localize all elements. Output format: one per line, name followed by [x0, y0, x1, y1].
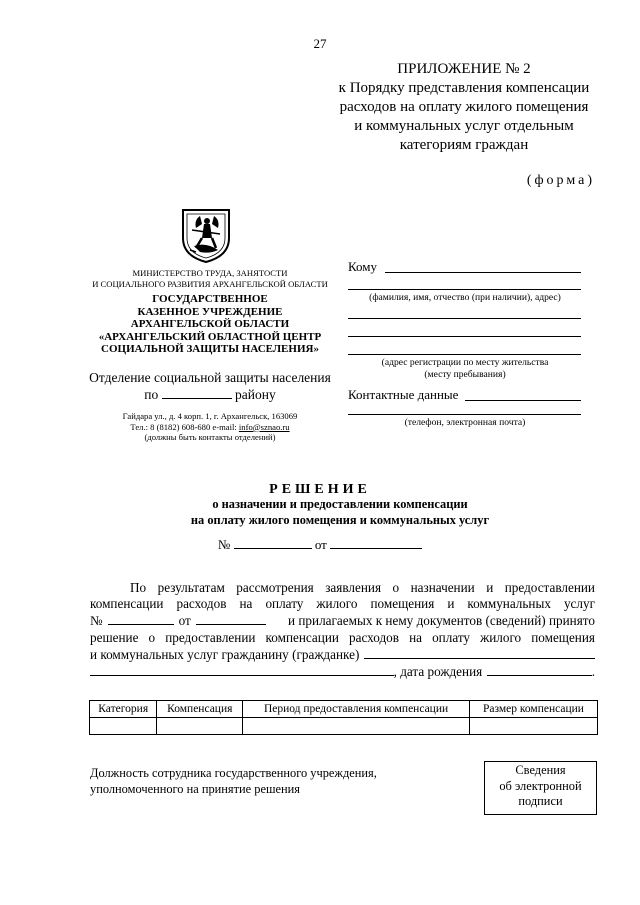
appendix-line: расходов на оплату жилого помещения	[339, 99, 589, 115]
contacts-field-2[interactable]	[348, 414, 581, 415]
table-header-cell: Категория	[90, 701, 157, 718]
decision-date-field[interactable]	[330, 536, 422, 549]
appendix-title: ПРИЛОЖЕНИЕ № 2	[397, 61, 531, 77]
coat-of-arms-icon	[180, 208, 232, 264]
recipient-address-field-2[interactable]	[348, 336, 581, 337]
recipient-name-field[interactable]	[385, 272, 581, 273]
email-link[interactable]: info@sznao.ru	[238, 421, 290, 432]
table-cell[interactable]	[469, 718, 597, 735]
decision-subtitle: о назначении и предоставлении компенсации на оплату жилого помещения и коммунальных услуг	[190, 497, 490, 527]
sender-phone-email: Тел.: 8 (8182) 608-680 e-mail: info@sznao.ru	[130, 421, 290, 432]
form-label: (форма)	[526, 173, 595, 188]
decision-number-field[interactable]	[234, 536, 312, 549]
decision-body	[90, 580, 595, 680]
appendix-line: категориям граждан	[399, 137, 529, 153]
table-header-cell: Размер компенсации	[469, 701, 597, 718]
body-line: решение о предоставлении компенсации расходов на оплату жилого помещения	[90, 629, 595, 645]
institution-name: ГОСУДАРСТВЕННОЕ КАЗЕННОЕ УЧРЕЖДЕНИЕ АРХАНГЕЛЬСКОЙ ОБЛАСТИ «АРХАНГЕЛЬСКИЙ ОБЛАСТНОЙ ЦЕНТР СОЦИАЛЬНОЙ ЗАЩИТЫ НАСЕЛЕНИЯ»	[98, 293, 322, 356]
table-header-row	[90, 701, 598, 718]
department-line: Отделение социальной защиты населения	[89, 370, 331, 385]
table-header-cell: Компенсация	[157, 701, 243, 718]
table-header-cell: Период предоставления компенсации	[243, 701, 470, 718]
to-label: Кому	[348, 259, 378, 274]
citizen-name-field[interactable]	[364, 646, 595, 659]
page-number: 27	[313, 36, 327, 51]
application-number-field[interactable]	[108, 612, 174, 625]
department-block	[88, 369, 332, 403]
registration-hint: (адрес регистрации по месту жительства (месту пребывания)	[381, 357, 549, 380]
birth-date-field[interactable]	[487, 663, 591, 676]
compensation-table	[89, 700, 598, 735]
table-cell[interactable]	[90, 718, 157, 735]
address-note: (должны быть контакты отделений)	[144, 432, 276, 443]
sender-contacts	[88, 411, 332, 443]
electronic-signature-box: Сведения об электронной подписи	[484, 761, 597, 815]
contacts-field[interactable]	[465, 400, 581, 401]
ministry-name: МИНИСТЕРСТВО ТРУДА, ЗАНЯТОСТИ И СОЦИАЛЬНОГО РАЗВИТИЯ АРХАНГЕЛЬСКОЙ ОБЛАСТИ	[92, 268, 328, 289]
recipient-address-field-1[interactable]	[348, 318, 581, 319]
decision-number-line: № от	[0, 536, 640, 553]
appendix-line: к Порядку представления компенсации	[338, 80, 590, 96]
body-line-6: , дата рождения .	[90, 663, 595, 680]
table-row	[90, 718, 598, 735]
application-date-field[interactable]	[196, 612, 266, 625]
citizen-name-field-2[interactable]	[90, 663, 394, 676]
table-cell[interactable]	[243, 718, 470, 735]
department-district-line: по району	[144, 387, 276, 402]
decision-title: РЕШЕНИЕ	[269, 482, 371, 497]
body-line-3: № от и прилагаемых к нему документов (сведений) принято	[90, 613, 595, 629]
recipient-address-field-3[interactable]	[348, 354, 581, 355]
signatory-position: Должность сотрудника государственного учреждения, уполномоченного на принятие решения	[90, 766, 377, 796]
body-line: компенсации расходов на оплату жилого помещения и коммунальных услуг	[90, 596, 595, 612]
table-cell[interactable]	[157, 718, 243, 735]
contacts-label: Контактные данные	[348, 387, 459, 402]
name-hint: (фамилия, имя, отчество (при наличии), адрес)	[369, 292, 561, 303]
appendix-line: и коммунальных услуг отдельным	[354, 118, 574, 134]
recipient-name-field-2[interactable]	[348, 289, 581, 290]
district-blank[interactable]	[162, 386, 232, 399]
sender-address: Гайдара ул., д. 4 корп. 1, г. Архангельск, 163069	[122, 411, 298, 421]
body-line: По результатам рассмотрения заявления о назначении и предоставлении	[130, 580, 595, 595]
contacts-hint: (телефон, электронная почта)	[404, 417, 526, 428]
appendix-block	[330, 60, 598, 155]
body-line-5: и коммунальных услуг гражданину (гражданке)	[90, 646, 595, 663]
